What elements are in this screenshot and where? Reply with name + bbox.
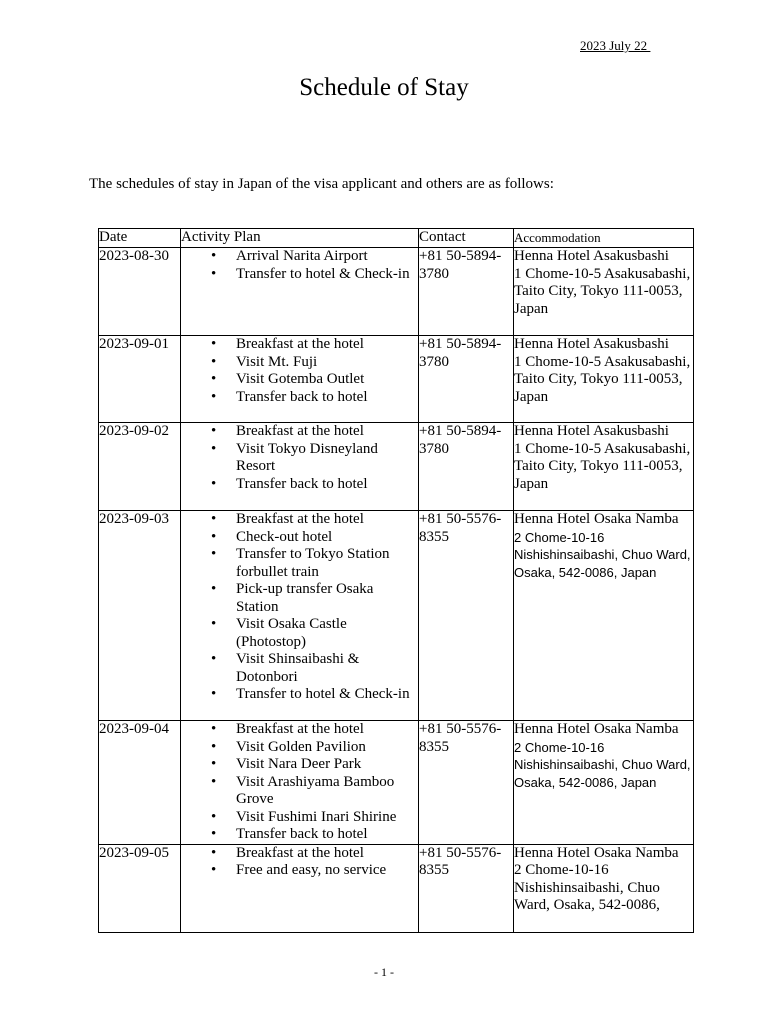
activity-item: • Visit Arashiyama Bamboo Grove bbox=[236, 774, 418, 809]
activity-item: • Arrival Narita Airport bbox=[236, 248, 418, 266]
document-date: 2023 July 22 bbox=[580, 38, 651, 53]
activity-item: • Transfer back to hotel bbox=[236, 476, 418, 494]
row-accommodation bbox=[514, 423, 694, 511]
row-date: 2023-09-04 bbox=[99, 721, 181, 845]
hotel-name: Henna Hotel Asakusbashi bbox=[514, 336, 669, 352]
activity-item: • Breakfast at the hotel bbox=[236, 423, 418, 441]
row-contact: +81 50-5576-8355 bbox=[419, 844, 514, 932]
row-accommodation bbox=[514, 844, 694, 932]
row-date: 2023-08-30 bbox=[99, 248, 181, 336]
row-contact: +81 50-5894-3780 bbox=[419, 423, 514, 511]
activity-list bbox=[181, 336, 418, 406]
activity-item: • Pick-up transfer Osaka Station bbox=[236, 581, 418, 616]
row-contact: +81 50-5894-3780 bbox=[419, 248, 514, 336]
activity-item: • Visit Mt. Fuji bbox=[236, 354, 418, 372]
table-header-row bbox=[99, 229, 694, 248]
activity-list bbox=[181, 423, 418, 493]
activity-list bbox=[181, 721, 418, 844]
page-title: Schedule of Stay bbox=[299, 74, 469, 101]
row-activity-plan bbox=[181, 511, 419, 721]
row-contact: +81 50-5894-3780 bbox=[419, 336, 514, 423]
table-row bbox=[99, 423, 694, 511]
table-row bbox=[99, 511, 694, 721]
hotel-name: Henna Hotel Osaka Namba bbox=[514, 721, 679, 737]
activity-item: • Transfer to hotel & Check-in bbox=[236, 266, 418, 284]
row-date: 2023-09-03 bbox=[99, 511, 181, 721]
activity-item: • Breakfast at the hotel bbox=[236, 721, 418, 739]
row-activity-plan bbox=[181, 248, 419, 336]
activity-item: • Visit Golden Pavilion bbox=[236, 739, 418, 757]
row-accommodation bbox=[514, 721, 694, 845]
row-contact: +81 50-5576-8355 bbox=[419, 721, 514, 845]
row-activity-plan bbox=[181, 844, 419, 932]
row-contact: +81 50-5576-8355 bbox=[419, 511, 514, 721]
activity-item: • Visit Shinsaibashi & Dotonbori bbox=[236, 651, 418, 686]
column-header-contact: Contact bbox=[419, 229, 514, 248]
activity-item: • Check-out hotel bbox=[236, 529, 418, 547]
column-header-accommodation: Accommodation bbox=[514, 229, 694, 248]
activity-item: • Transfer back to hotel bbox=[236, 826, 418, 844]
row-accommodation bbox=[514, 336, 694, 423]
row-activity-plan bbox=[181, 336, 419, 423]
activity-item: • Visit Fushimi Inari Shirine bbox=[236, 809, 418, 827]
row-activity-plan bbox=[181, 721, 419, 845]
table-row bbox=[99, 721, 694, 845]
activity-item: • Free and easy, no service bbox=[236, 862, 418, 880]
activity-list bbox=[181, 511, 418, 704]
activity-item: • Breakfast at the hotel bbox=[236, 511, 418, 529]
table-row bbox=[99, 248, 694, 336]
schedule-table bbox=[98, 228, 694, 933]
row-date: 2023-09-02 bbox=[99, 423, 181, 511]
activity-item: • Transfer back to hotel bbox=[236, 389, 418, 407]
activity-item: • Transfer to hotel & Check-in bbox=[236, 686, 418, 704]
page-number: - 1 - bbox=[374, 965, 394, 979]
activity-list bbox=[181, 845, 418, 880]
column-header-activity-plan: Activity Plan bbox=[181, 229, 419, 248]
row-date: 2023-09-05 bbox=[99, 844, 181, 932]
hotel-name: Henna Hotel Asakusbashi bbox=[514, 423, 669, 439]
activity-item: • Transfer to Tokyo Station forbullet train bbox=[236, 546, 418, 581]
activity-item: • Breakfast at the hotel bbox=[236, 336, 418, 354]
row-accommodation bbox=[514, 248, 694, 336]
hotel-address: 2 Chome-10-16 Nishishinsaibashi, Chuo Ward, Osaka, 542-0086, bbox=[514, 862, 660, 913]
hotel-name: Henna Hotel Osaka Namba bbox=[514, 511, 679, 527]
activity-item: • Visit Tokyo Disneyland Resort bbox=[236, 441, 418, 476]
activity-list bbox=[181, 248, 418, 283]
intro-paragraph: The schedules of stay in Japan of the visa applicant and others are as follows: bbox=[89, 176, 554, 192]
column-header-date: Date bbox=[99, 229, 181, 248]
hotel-address: 1 Chome-10-5 Asakusabashi, Taito City, Tokyo 111-0053, Japan bbox=[514, 440, 691, 492]
activity-item: • Visit Nara Deer Park bbox=[236, 756, 418, 774]
hotel-address: 1 Chome-10-5 Asakusabashi, Taito City, Tokyo 111-0053, Japan bbox=[514, 265, 691, 317]
hotel-address: 2 Chome-10-16 Nishishinsaibashi, Chuo Ward, Osaka, 542-0086, Japan bbox=[514, 739, 691, 790]
activity-item: • Visit Osaka Castle (Photostop) bbox=[236, 616, 418, 651]
hotel-name: Henna Hotel Asakusbashi bbox=[514, 248, 669, 264]
activity-item: • Visit Gotemba Outlet bbox=[236, 371, 418, 389]
hotel-address: 1 Chome-10-5 Asakusabashi, Taito City, Tokyo 111-0053, Japan bbox=[514, 353, 691, 405]
row-activity-plan bbox=[181, 423, 419, 511]
hotel-address: 2 Chome-10-16 Nishishinsaibashi, Chuo Ward, Osaka, 542-0086, Japan bbox=[514, 529, 691, 580]
table-row bbox=[99, 844, 694, 932]
activity-item: • Breakfast at the hotel bbox=[236, 845, 418, 863]
row-date: 2023-09-01 bbox=[99, 336, 181, 423]
table-row bbox=[99, 336, 694, 423]
row-accommodation bbox=[514, 511, 694, 721]
hotel-name: Henna Hotel Osaka Namba bbox=[514, 844, 679, 861]
